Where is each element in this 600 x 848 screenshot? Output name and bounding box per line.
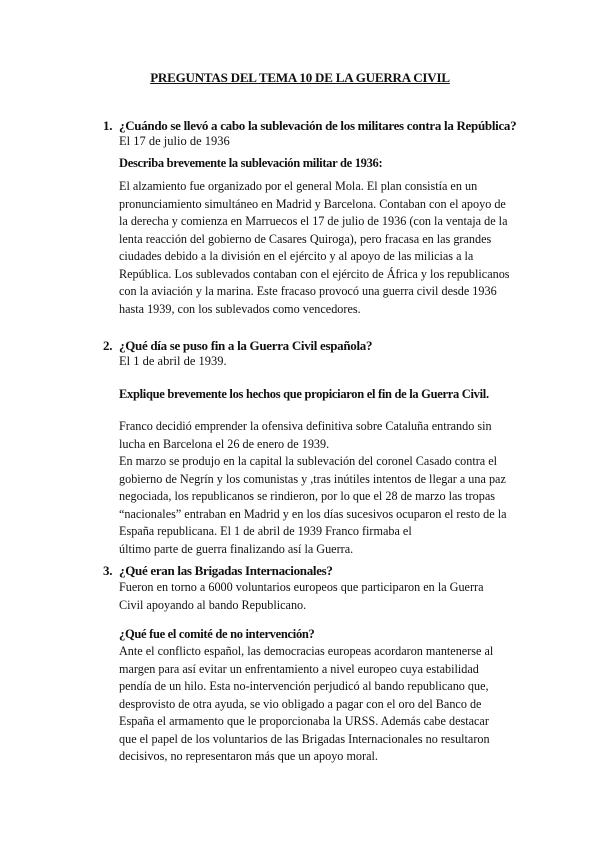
question-2-number: 2. [103, 338, 113, 353]
paragraph-2-line: Franco decidió emprender la ofensiva definitiva sobre Cataluña entrando sin [119, 419, 492, 433]
paragraph-1-line: con la aviación y la marina. Este fracaso provocó una guerra civil desde 1936 [119, 284, 497, 298]
paragraph-1-line: lenta reacción del gobierno de Casares Quiroga), pero fracasa en las grandes [119, 231, 492, 246]
paragraph-1-line: ciudades debido a la división en el ejército y al apoyo de las milicias a la [119, 249, 474, 263]
paragraph-2-line: “nacionales” entraban en Madrid y en los días sucesivos ocuparon el resto de la [119, 506, 507, 521]
question-1-number: 1. [103, 118, 113, 133]
paragraph-3-line: pendía de un hilo. Esta no-intervención perjudicó al bando republicano que, [119, 679, 489, 693]
question-1 [103, 118, 516, 134]
question-1-text: ¿Cuándo se llevó a cabo la sublevación de los militares contra la República? [119, 118, 517, 133]
sub-question-3: ¿Qué fue el comité de no intervención? [119, 627, 315, 641]
sub-question-1: Describa brevemente la sublevación militar de 1936: [119, 156, 383, 170]
answer-2: El 1 de abril de 1939. [119, 354, 227, 368]
answer-3 [119, 579, 519, 614]
question-3-text: ¿Qué eran las Brigadas Internacionales? [119, 563, 333, 578]
paragraph-3-line: España el armamento que le proporcionaba la URSS. Además cabe destacar [119, 714, 489, 728]
paragraph-3-line: que el papel de los voluntarios de las Brigadas Internacionales no resultaron [119, 731, 490, 746]
sub-question-2: Explique brevemente los hechos que propiciaron el fin de la Guerra Civil. [119, 387, 489, 401]
paragraph-2-line: último parte de guerra finalizando así la Guerra. [119, 541, 354, 556]
paragraph-3 [119, 643, 519, 766]
paragraph-2-line: lucha en Barcelona el 26 de enero de 1939. [119, 436, 330, 451]
paragraph-3-line: margen para así evitar un enfrentamiento a nivel europeo cuya estabilidad [119, 661, 479, 676]
question-2-text: ¿Qué día se puso fin a la Guerra Civil española? [119, 338, 373, 353]
paragraph-3-line: desprovisto de otra ayuda, se vio obligado a pagar con el oro del Banco de [119, 696, 482, 711]
answer-3-line: Civil apoyando al bando Republicano. [119, 597, 307, 612]
paragraph-1-line: República. Los sublevados contaban con el ejército de África y los republicanos [119, 266, 510, 281]
paragraph-1-line: El alzamiento fue organizado por el general Mola. El plan consistía en un [119, 179, 478, 193]
question-3 [103, 563, 333, 579]
paragraph-2 [119, 418, 519, 558]
answer-3-line: Fueron en torno a 6000 voluntarios europeos que participaron en la Guerra [119, 580, 484, 594]
paragraph-2-line: negociada, los republicanos se rindieron, por lo que el 28 de marzo las tropas [119, 489, 496, 503]
paragraph-1-line: la derecha y comienza en Marruecos el 17 de julio de 1936 (con la ventaja de la [119, 214, 508, 228]
answer-1: El 17 de julio de 1936 [119, 134, 230, 148]
document-title: PREGUNTAS DEL TEMA 10 DE LA GUERRA CIVIL [150, 70, 450, 85]
paragraph-1-line: hasta 1939, con los sublevados como vencedores. [119, 301, 361, 316]
paragraph-3-line: decisivos, no representaron más que un apoyo moral. [119, 749, 378, 763]
paragraph-2-line: En marzo se produjo en la capital la sublevación del coronel Casado contra el [119, 454, 498, 468]
paragraph-1 [119, 178, 519, 318]
paragraph-3-line: Ante el conflicto español, las democracias europeas acordaron mantenerse al [119, 644, 494, 658]
paragraph-1-line: pronunciamiento simultáneo en Madrid y Barcelona. Contaban con el apoyo de [119, 196, 506, 211]
question-2 [103, 338, 372, 354]
paragraph-2-line: gobierno de Negrín y los comunistas y ,tras inútiles intentos de llegar a una paz [119, 471, 506, 486]
question-3-number: 3. [103, 563, 113, 578]
paragraph-2-line: España republicana. El 1 de abril de 1939 Franco firmaba el [119, 524, 412, 538]
